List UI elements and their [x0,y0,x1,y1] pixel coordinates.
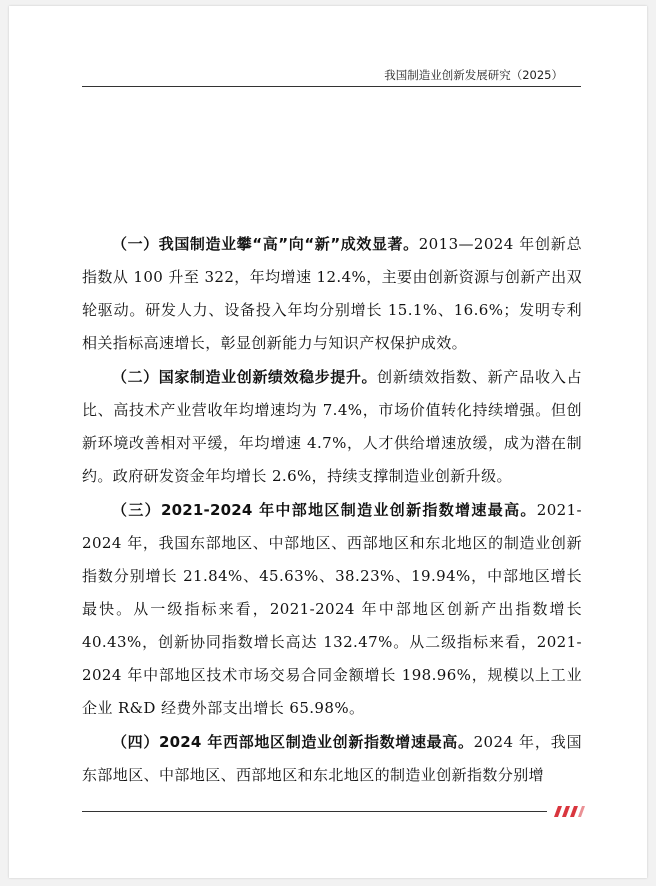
paragraph-1 [82,228,582,360]
document-page [9,6,647,878]
paragraph-lead: （二）国家制造业创新绩效稳步提升。 [112,368,378,386]
paragraph-lead: （四）2024 年西部地区制造业创新指数增速最高。 [112,733,474,751]
paragraph-lead: （一）我国制造业攀“高”向“新”成效显著。 [112,235,419,253]
paragraph-text: 2021-2024 年，我国东部地区、中部地区、西部地区和东北地区的制造业创新指数分别增长 21.84%、45.63%、38.23%、19.94%，中部地区增长最快。从一级指标来看，2021-2024 年中部地区创新产出指数增长 40.43%，创新协同指数增长高达 132.47%。从二级指标来看，2021-2024 年中部地区技术市场交易合同金额增长 198.96%，规模以上工业企业 R&D 经费外部支出增长 65.98%。 [82,501,582,717]
running-header: 我国制造业创新发展研究（2025） [384,68,563,82]
document-body [82,228,582,793]
paragraph-4 [82,726,582,792]
footer-rule [82,811,547,812]
paragraph-text: 2024 年，我国东部地区、中部地区、西部地区和东北地区的制造业创新指数分别增 [82,733,582,784]
paragraph-text: 2013—2024 年创新总指数从 100 升至 322，年均增速 12.4%，主要由创新资源与创新产出双轮驱动。研发人力、设备投入年均分别增长 15.1%、16.6%；发明专利相关指标高速增长，彰显创新能力与知识产权保护成效。 [82,235,582,352]
paragraph-2 [82,361,582,493]
paragraph-text: 创新绩效指数、新产品收入占比、高技术产业营收年均增速均为 7.4%，市场价值转化持续增强。但创新环境改善相对平缓，年均增速 4.7%，人才供给增速放缓，成为潜在制约。政府研发资金年均增长 2.6%，持续支撑制造业创新升级。 [82,368,583,485]
red-slash-stripes-icon [550,806,586,817]
paragraph-lead: （三）2021-2024 年中部地区制造业创新指数增速最高。 [112,501,537,519]
paragraph-3 [82,494,582,725]
header-rule [82,86,581,87]
